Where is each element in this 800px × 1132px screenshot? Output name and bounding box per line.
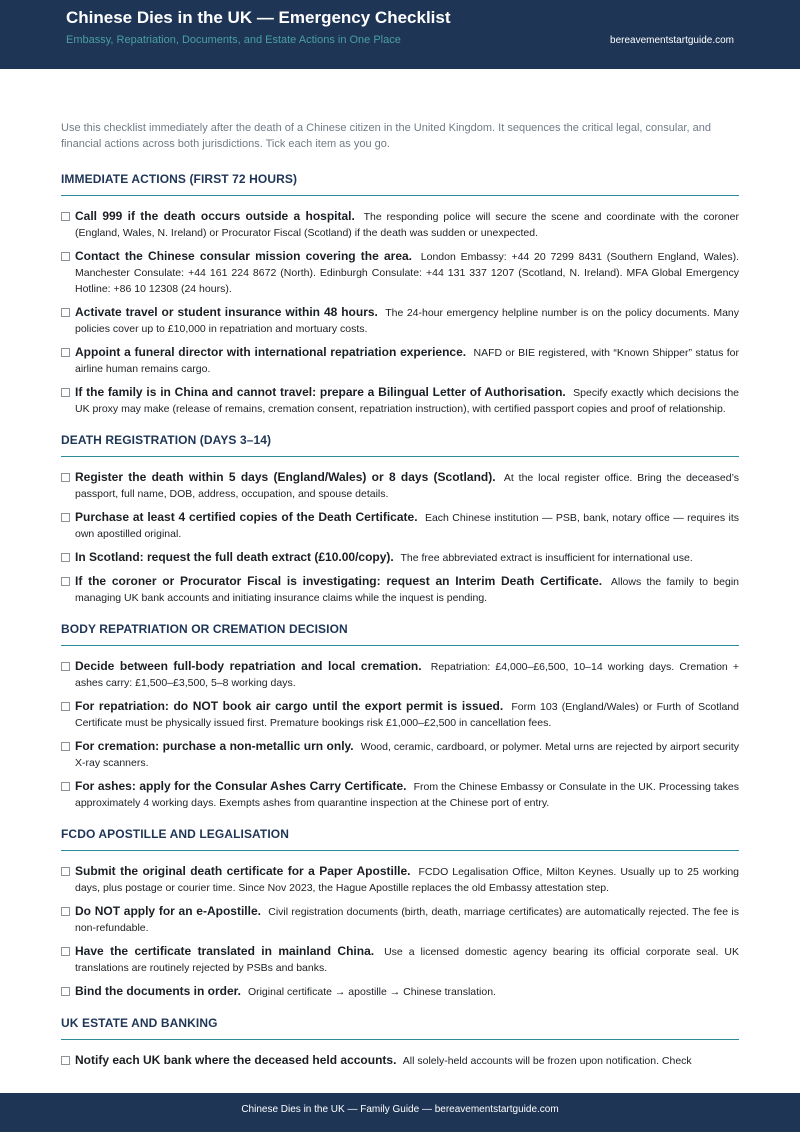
site-url: bereavementstartguide.com [610, 35, 734, 46]
item-lead: For repatriation: do NOT book air cargo until the export permit is issued. [75, 699, 504, 713]
checkbox[interactable] [61, 947, 70, 956]
page-footer: Chinese Dies in the UK — Family Guide — bereavementstartguide.com [0, 1093, 800, 1132]
checklist-item [61, 778, 739, 811]
section-heading: UK ESTATE AND BANKING [61, 1016, 739, 1040]
checkbox[interactable] [61, 662, 70, 671]
item-lead: Have the certificate translated in mainland China. [75, 944, 375, 958]
item-lead: Submit the original death certificate for a Paper Apostille. [75, 864, 411, 878]
checkbox[interactable] [61, 907, 70, 916]
item-lead: Do NOT apply for an e-Apostille. [75, 904, 261, 918]
item-text: FCDO Legalisation Office, Milton Keynes. Usually up to 25 working days, plus postage or courier time. Since Nov 2023, the Hague Apostille replaces the old Embassy attestation step. [75, 866, 740, 894]
item-text: All solely-held accounts will be frozen upon notification. Check [402, 1055, 692, 1067]
item-text: The responding police will secure the scene and coordinate with the coroner (England, Wales, N. Ireland) or Procurator Fiscal (Scotland) if the death was sudden or unexpected. [75, 211, 739, 239]
item-lead: Purchase at least 4 certified copies of the Death Certificate. [75, 510, 418, 524]
page-header [0, 0, 800, 69]
item-text: Use a licensed domestic agency bearing its official corporate seal. UK translations are routinely rejected by PSBs and banks. [75, 946, 739, 974]
checklist-item [61, 738, 739, 771]
checkbox[interactable] [61, 212, 70, 221]
item-text: London Embassy: +44 20 7299 8431 (Southern England, Wales). Manchester Consulate: +44 161 224 8672 (North). Edinburgh Consulate: +44 131 337 1207 (Scotland, N. Ireland). MFA Global Emergency Hotline: +86 10 12308 (24 hours). [75, 251, 739, 295]
checklist-item [61, 248, 739, 297]
checklist-item [61, 208, 739, 241]
section-heading: DEATH REGISTRATION (DAYS 3–14) [61, 433, 739, 457]
checklist-item [61, 698, 739, 731]
checklist-section [61, 827, 739, 1000]
item-lead: Decide between full-body repatriation and local cremation. [75, 659, 422, 673]
checklist-section [61, 433, 739, 606]
item-text: Civil registration documents (birth, death, marriage certificates) are automatically rejected. The fee is non-refundable. [75, 906, 740, 934]
checklist-item [61, 863, 739, 896]
checklist-content [61, 120, 739, 1085]
checklist-item [61, 344, 739, 377]
checkbox[interactable] [61, 702, 70, 711]
checkbox[interactable] [61, 987, 70, 996]
checkbox[interactable] [61, 308, 70, 317]
item-lead: For cremation: purchase a non-metallic urn only. [75, 739, 354, 753]
checklist-sections [61, 172, 739, 1069]
checklist-item [61, 573, 739, 606]
checklist-item [61, 1052, 739, 1069]
checklist-item [61, 469, 739, 502]
section-heading: IMMEDIATE ACTIONS (FIRST 72 HOURS) [61, 172, 739, 196]
checkbox[interactable] [61, 348, 70, 357]
checklist-item [61, 983, 739, 1000]
item-lead: Contact the Chinese consular mission covering the area. [75, 249, 413, 263]
item-lead: If the family is in China and cannot travel: prepare a Bilingual Letter of Authorisation. [75, 385, 566, 399]
section-heading: BODY REPATRIATION OR CREMATION DECISION [61, 622, 739, 646]
checkbox[interactable] [61, 577, 70, 586]
checkbox[interactable] [61, 742, 70, 751]
checkbox[interactable] [61, 1056, 70, 1065]
item-text: NAFD or BIE registered, with “Known Shipper” status for airline human remains cargo. [75, 347, 739, 375]
item-text: Specify exactly which decisions the UK proxy may make (release of remains, cremation consent, repatriation instruction), with certified passport copies and proof of relationship. [75, 387, 740, 415]
item-lead: Bind the documents in order. [75, 984, 242, 998]
page-subtitle: Embassy, Repatriation, Documents, and Estate Actions in One Place [66, 34, 401, 46]
page-title: Chinese Dies in the UK — Emergency Checklist [66, 8, 451, 27]
intro-text: Use this checklist immediately after the death of a Chinese citizen in the United Kingdom. It sequences the critical legal, consular, and financial actions across both jurisdictions. Tick each item as you go. [61, 122, 711, 150]
checklist-item [61, 549, 739, 566]
item-text: Allows the family to begin managing UK bank accounts and initiating insurance claims while the inquest is pending. [75, 576, 739, 604]
item-text: Each Chinese institution — PSB, bank, notary office — requires its own apostilled original. [75, 512, 740, 540]
item-lead: If the coroner or Procurator Fiscal is investigating: request an Interim Death Certificate. [75, 574, 603, 588]
item-lead: Call 999 if the death occurs outside a hospital. [75, 209, 355, 223]
item-text: The 24-hour emergency helpline number is on the policy documents. Many policies cover up to £10,000 in repatriation and mortuary costs. [75, 307, 739, 335]
checklist-item [61, 658, 739, 691]
item-text: Original certificate → apostille → Chinese translation. [247, 986, 496, 998]
item-lead: For ashes: apply for the Consular Ashes Carry Certificate. [75, 779, 407, 793]
section-heading: FCDO APOSTILLE AND LEGALISATION [61, 827, 739, 851]
checkbox[interactable] [61, 513, 70, 522]
checklist-section [61, 172, 739, 417]
checklist-section [61, 1016, 739, 1069]
item-lead: Activate travel or student insurance within 48 hours. [75, 305, 378, 319]
checkbox[interactable] [61, 388, 70, 397]
item-text: Form 103 (England/Wales) or Furth of Scotland Certificate must be physically issued first. Premature bookings risk £1,000–£2,500 in cancellation fees. [75, 701, 739, 729]
item-text: Repatriation: £4,000–£6,500, 10–14 working days. Cremation + ashes carry: £1,500–£3,500, 5–8 working days. [75, 661, 739, 689]
checklist-section [61, 622, 739, 811]
checklist-item [61, 903, 739, 936]
checklist-item [61, 384, 739, 417]
item-text: From the Chinese Embassy or Consulate in the UK. Processing takes approximately 4 working days. Exempts ashes from quarantine inspection at the Chinese port of entry. [75, 781, 739, 809]
item-text: The free abbreviated extract is insufficient for international use. [400, 552, 693, 564]
checkbox[interactable] [61, 252, 70, 261]
item-text: Wood, ceramic, cardboard, or polymer. Metal urns are rejected by airport security X-ray scanners. [75, 741, 740, 769]
item-lead: Register the death within 5 days (England/Wales) or 8 days (Scotland). [75, 470, 496, 484]
checklist-item [61, 943, 739, 976]
checklist-item [61, 304, 739, 337]
checklist-item [61, 509, 739, 542]
checkbox[interactable] [61, 782, 70, 791]
item-lead: Appoint a funeral director with international repatriation experience. [75, 345, 467, 359]
checkbox[interactable] [61, 867, 70, 876]
checkbox[interactable] [61, 553, 70, 562]
checkbox[interactable] [61, 473, 70, 482]
item-lead: In Scotland: request the full death extract (£10.00/copy). [75, 550, 394, 564]
item-lead: Notify each UK bank where the deceased held accounts. [75, 1053, 397, 1067]
item-text: At the local register office. Bring the deceased’s passport, full name, DOB, address, occupation, and spouse details. [75, 472, 739, 500]
